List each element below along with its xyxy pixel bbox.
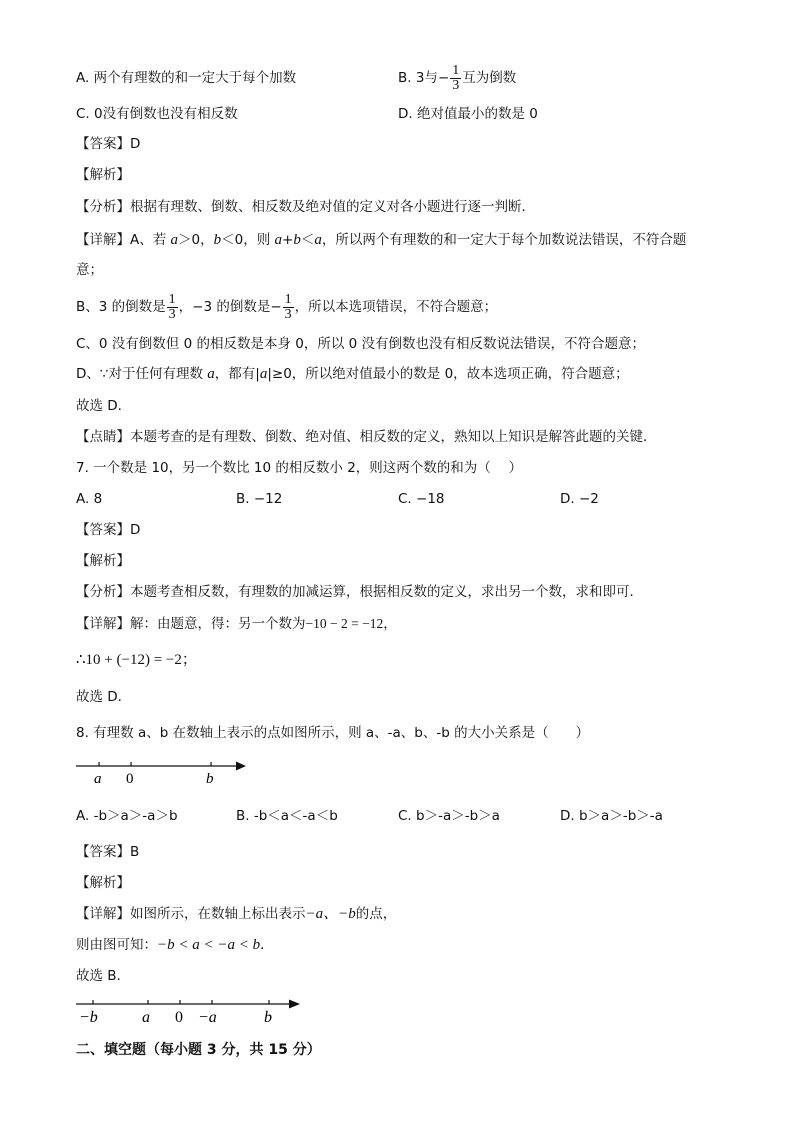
q8-detail: 【详解】如图所示，在数轴上标出表示−a、−b的点， — [76, 906, 397, 922]
minus-sign: − — [437, 70, 450, 86]
q7-jiexi: 【解析】 — [76, 553, 130, 569]
q6-option-c: C. 0没有倒数也没有相反数 — [76, 106, 238, 122]
q7-answer: 【答案】D — [76, 522, 141, 538]
q8-jiexi: 【解析】 — [76, 875, 130, 891]
arrow-icon — [289, 1000, 300, 1009]
q8-option-c: C. b＞-a＞-b＞a — [398, 808, 500, 824]
axis-label-b: b — [206, 771, 214, 787]
arrow-icon — [236, 762, 246, 771]
q7-option-b: B. −12 — [236, 491, 283, 507]
axis-label-neg-a: −a — [198, 1009, 217, 1026]
q6-option-a: A. 两个有理数的和一定大于每个加数 — [76, 70, 297, 86]
q7-option-a: A. 8 — [76, 491, 103, 507]
axis-label-b: b — [264, 1009, 272, 1026]
q7-stem: 7. 一个数是 10，另一个数比 10 的相反数小 2，则这两个数的和为（ ） — [76, 460, 523, 476]
q6-option-b-text: B. 3与 — [398, 70, 438, 86]
axis-label-neg-b: −b — [79, 1009, 98, 1026]
q6-line-c: C、0 没有倒数但 0 的相反数是本身 0，所以 0 没有倒数也没有相反数说法错误，不符合题意； — [76, 336, 646, 352]
q6-line-b: B、3 的倒数是 $\frac{1}{3}$ ，−3 的倒数是− $\frac{1}{3}$ ，所以本选项错误，不符合题意； — [76, 291, 498, 322]
q8-guxuan: 故选 B. — [76, 968, 121, 984]
q8-option-a: A. -b＞a＞-a＞b — [76, 808, 178, 824]
q6-fenxi: 【分析】根据有理数、倒数、相反数及绝对值的定义对各小题进行逐一判断． — [76, 199, 535, 215]
q6-option-b — [398, 60, 516, 96]
q7-detail: 【详解】解：由题意，得：另一个数为−10 − 2 = −12， — [76, 616, 397, 632]
q8-answer: 【答案】B — [76, 844, 140, 860]
fraction-one-third: $\frac{1}{3}$ — [168, 291, 176, 322]
axis-label-a: a — [94, 771, 102, 787]
q7-option-d: D. −2 — [560, 491, 599, 507]
q6-option-d: D. 绝对值最小的数是 0 — [398, 106, 538, 122]
q8-stem: 8. 有理数 a、b 在数轴上表示的点如图所示，则 a、-a、b、-b 的大小关系是（ ） — [76, 725, 590, 741]
q8-conclusion: 则由图可知：−b < a < −a < b． — [76, 937, 274, 953]
q6-guxuan: 故选 D． — [76, 398, 132, 414]
axis-label-zero: 0 — [175, 1009, 183, 1026]
q6-line-d: D、∵对于任何有理数 a，都有|a|≥0，所以绝对值最小的数是 0，故本选项正确，符合题意； — [76, 366, 629, 382]
fraction-one-third: $\frac{1}{3}$ — [284, 291, 292, 322]
axis-label-zero: 0 — [126, 771, 134, 787]
section-heading: 二、填空题（每小题 3 分，共 15 分） — [76, 1042, 321, 1058]
q6-answer: 【答案】D — [76, 136, 141, 152]
axis-label-a: a — [142, 1009, 150, 1026]
number-line-figure-1 — [70, 752, 260, 788]
q6-dianjing: 【点睛】本题考查的是有理数、倒数、绝对值、相反数的定义，熟知以上知识是解答此题的关键． — [76, 429, 657, 445]
q6-detail-line1-cont: 意； — [76, 262, 103, 278]
q7-guxuan: 故选 D． — [76, 689, 132, 705]
q8-option-d: D. b＞a＞-b＞-a — [560, 808, 663, 824]
q7-fenxi: 【分析】本题考查相反数，有理数的加减运算，根据相反数的定义，求出另一个数，求和即可． — [76, 584, 643, 600]
q6-jiexi: 【解析】 — [76, 167, 130, 183]
q7-option-c: C. −18 — [398, 491, 445, 507]
q7-therefore: ∴10 + (−12) = −2； — [76, 652, 197, 668]
number-line-figure-2 — [70, 992, 310, 1028]
q6-option-b-suffix: 互为倒数 — [462, 70, 517, 86]
q6-detail-line1: 【详解】A、若 a＞0，b＜0，则 a+b＜a，所以两个有理数的和一定大于每个加数说法错误，不符合题 — [76, 232, 687, 248]
fraction-one-third: $\frac{1}{3}$ — [452, 62, 460, 93]
q8-option-b: B. -b＜a＜-a＜b — [236, 808, 338, 824]
